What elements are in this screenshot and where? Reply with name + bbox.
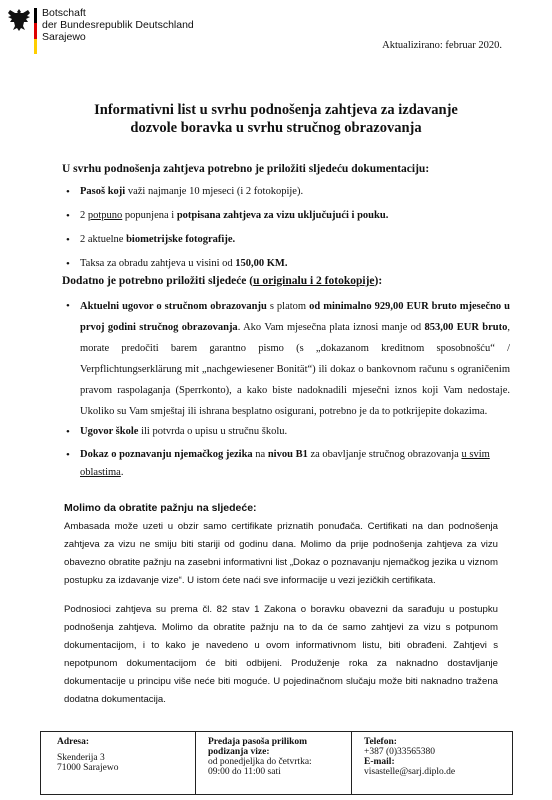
item-text: . (120, 467, 124, 478)
updated-date: Aktualizirano: februar 2020. (382, 40, 502, 51)
list-item (62, 257, 502, 271)
flag-stripe-gold (34, 39, 37, 54)
heading-underlined-text: u originalu i 2 fotokopije (253, 275, 375, 287)
item-underlined-text: u svim oblastima (80, 449, 490, 478)
item-bold-text: Ugovor škole (80, 426, 139, 437)
item-bold-text: Pasoš koji (80, 186, 126, 197)
item-text: . Ako Vam mjesečna plata iznosi manje od (237, 322, 425, 333)
additional-docs-heading (62, 275, 382, 287)
embassy-name (42, 7, 194, 43)
federal-eagle-icon (6, 7, 32, 33)
item-text: Taksa za obradu zahtjeva u visini od (80, 258, 236, 269)
embassy-line-1: Botschaft (42, 7, 86, 19)
item-bold-text: Aktuelni ugovor o stručnom obrazovanju (80, 301, 267, 312)
item-bold-text: nivou B1 (267, 449, 308, 460)
hours-line-2: 09:00 do 11:00 sati (208, 767, 281, 777)
flag-stripe-red (34, 23, 37, 38)
phone-value[interactable]: +387 (0)33565380 (364, 747, 436, 757)
hours-block (196, 732, 352, 794)
item-text: 2 (80, 210, 88, 221)
notice-paragraph-2: Podnosioci zahtjeva su prema čl. 82 stav 1 Zakona o boravku obavezni da sarađuju u postupku podnošenja zahtjeva. Molimo da obratite pažnju na to da će samo zahtjevi za vizu s potpunom dokumentacijom, i to kako je navedeno u ovom informativnom listu, biti obrađeni. Zahtjevi s nepotpunom dokumentacijom će biti odbijeni. Produženje roka za naknadno dostavljanje dokumentacije u principu više neće biti moguće. U pojedinačnom slučaju može biti naknadno tražena dodatna dokumentacija. (64, 604, 498, 705)
phone-label: Telefon: (364, 737, 397, 747)
address-label: Adresa: (57, 737, 90, 747)
hours-line-1: od ponedjeljka do četvrtka: (208, 757, 312, 767)
item-bold-text: Dokaz o poznavanju njemačkog jezika (80, 449, 253, 460)
address-line-1: Skenderija 3 (57, 753, 105, 763)
item-bold-text: potpisana zahtjeva za vizu uključujući i pouku. (176, 210, 389, 221)
list-item (62, 233, 502, 247)
item-bold-text: od minimalno 929,00 EUR bruto mjesečno u prvoj godini stručnog obrazovanja (80, 301, 511, 333)
list-item (62, 425, 510, 439)
required-docs-list (62, 185, 502, 281)
item-bold-text: biometrijske fotografije. (126, 234, 236, 245)
flag-stripe-black (34, 8, 37, 23)
title-line-2: dozvole boravka u svrhu stručnog obrazovanja (130, 120, 422, 136)
item-underlined-text: potpuno (87, 210, 123, 221)
address-block (41, 732, 196, 794)
hours-label-line-2: podizanja vize: (208, 747, 270, 757)
contact-footer (40, 731, 513, 795)
notice-paragraph-1: Ambasada može uzeti u obzir samo certifikate priznatih ponuđača. Certifikati na dan podnošenja zahtjeva za vizu ne smiju biti stariji od godinu dana. Molimo da prije podnošenja zahtjeva za vizu obavezno obratite pažnju na zasebni informativni list „Dokaz o poznavanju njemačkog jezika u viznom postupku za izdavanje vize“. U istom ćete naći sve informacije u vezi jezičkih certifikata. (64, 521, 498, 586)
contact-block (352, 732, 510, 794)
item-text: , morate predočiti barem garantno pismo (s „dokazanom kreditnom sposobnošću“ / Verpflichtungserklärung mit „nachgewiesener Bonität“) ili dokaz o bankovnom računu s ograničenim pravom raspolaganja (Sperrkonto), a kako biste nadoknadili mjesečni iznos koji Vam nedostaje. Ukoliko su Vam smještaj ili ishrana besplatno osigurani, potrebno je da to potkrijepite dokazima. (80, 322, 510, 417)
list-item (62, 185, 502, 199)
hours-label-line-1: Predaja pasoša prilikom (208, 737, 308, 747)
document-title (40, 101, 512, 137)
email-link[interactable]: visastelle@sarj.diplo.de (364, 767, 456, 777)
item-text: popunjena i (122, 210, 177, 221)
item-text: s platom (266, 301, 310, 312)
address-line-2: 71000 Sarajewo (57, 763, 119, 773)
german-flag-stripes (34, 8, 37, 54)
list-item (62, 209, 502, 223)
email-label: E-mail: (364, 757, 395, 767)
notice-heading: Molimo da obratite pažnju na sljedeće: (64, 502, 257, 514)
list-item (62, 296, 510, 422)
heading-text: Dodatno je potrebno priložiti sljedeće ( (62, 275, 254, 287)
embassy-line-3: Sarajewo (42, 31, 86, 43)
additional-docs-list (62, 296, 510, 482)
required-docs-heading: U svrhu podnošenja zahtjeva potrebno je priložiti sljedeću dokumentaciju: (62, 163, 430, 175)
title-line-1: Informativni list u svrhu podnošenja zahtjeva za izdavanje (94, 102, 458, 118)
item-text: 2 aktuelne (80, 234, 127, 245)
list-item (62, 446, 510, 482)
item-bold-text: 150,00 KM. (235, 258, 288, 269)
heading-text: ): (374, 275, 383, 287)
item-text: ili potvrda o upisu u stručnu školu. (138, 426, 288, 437)
item-bold-text: 853,00 EUR bruto (424, 322, 508, 333)
embassy-line-2: der Bundesrepublik Deutschland (42, 19, 194, 31)
item-text: za obavljanje stručnog obrazovanja (307, 449, 462, 460)
item-text: na (252, 449, 268, 460)
item-text: važi najmanje 10 mjeseci (i 2 fotokopije). (125, 186, 304, 197)
